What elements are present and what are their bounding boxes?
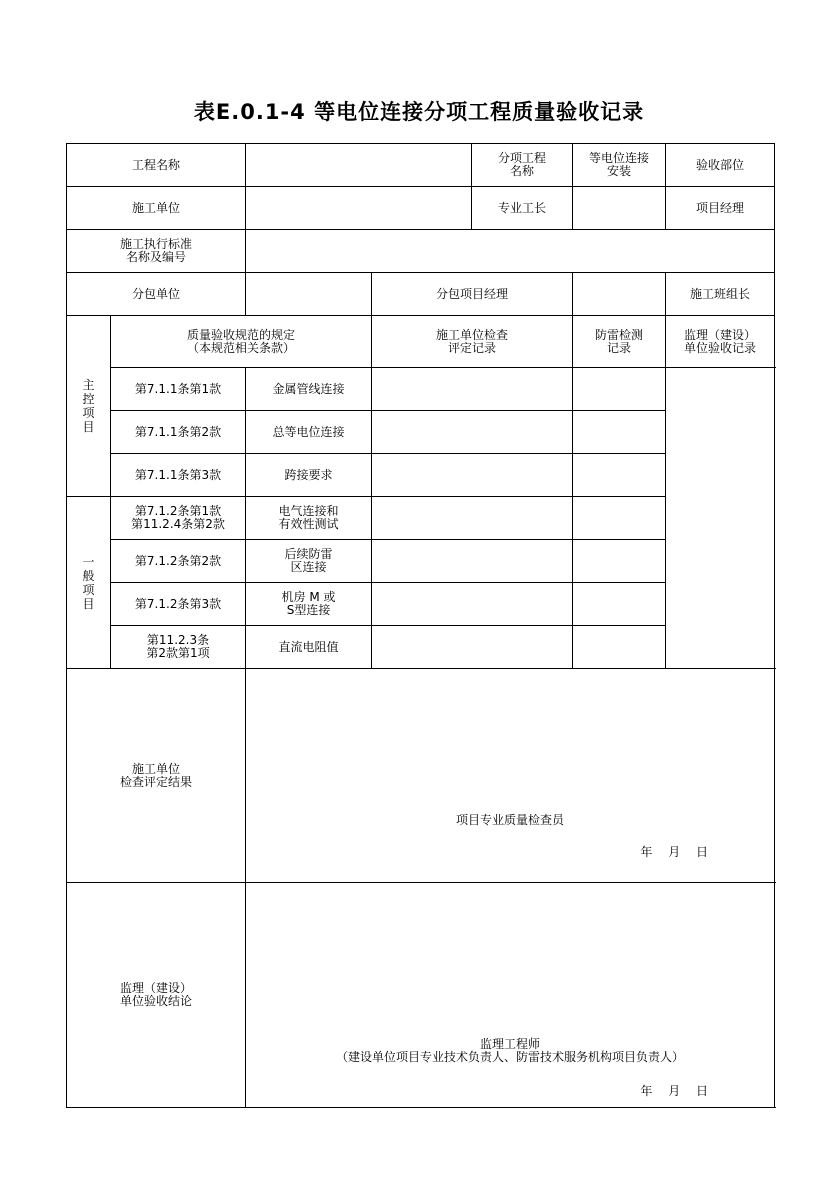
- general-item-name: 机房 M 或 S型连接: [246, 583, 372, 626]
- subcontract-manager-field[interactable]: [573, 273, 666, 316]
- foreman-label: 专业工长: [472, 187, 573, 230]
- general-item-check-field[interactable]: [372, 626, 573, 669]
- acceptance-part-label: 验收部位: [666, 144, 775, 187]
- main-item-check-field[interactable]: [372, 411, 573, 454]
- general-item-name: 后续防雷 区连接: [246, 540, 372, 583]
- general-item-name: 电气连接和 有效性测试: [246, 497, 372, 540]
- spec-column-header: 质量验收规范的规定 （本规范相关条款）: [111, 316, 372, 368]
- general-item-clause: 第7.1.2条第1款 第11.2.4条第2款: [111, 497, 246, 540]
- project-name-label: 工程名称: [67, 144, 246, 187]
- supervision-date: 年 月 日: [640, 1084, 709, 1098]
- general-item-clause: 第7.1.2条第3款: [111, 583, 246, 626]
- sub-project-name-value: 等电位连接 安装: [573, 144, 666, 187]
- general-items-group: 一般项目: [67, 497, 111, 669]
- foreman-field[interactable]: [573, 187, 666, 230]
- main-item-lightning-field[interactable]: [573, 411, 666, 454]
- main-item-name: 金属管线连接: [246, 368, 372, 411]
- lightning-column-header: 防雷检测 记录: [573, 316, 666, 368]
- general-item-lightning-field[interactable]: [573, 626, 666, 669]
- acceptance-record-form: [66, 143, 775, 1108]
- main-item-lightning-field[interactable]: [573, 368, 666, 411]
- standard-label: 施工执行标准 名称及编号: [67, 230, 246, 273]
- general-item-check-field[interactable]: [372, 540, 573, 583]
- main-item-check-field[interactable]: [372, 454, 573, 497]
- subcontract-unit-field[interactable]: [246, 273, 372, 316]
- general-item-lightning-field[interactable]: [573, 540, 666, 583]
- subcontract-unit-label: 分包单位: [67, 273, 246, 316]
- project-manager-label: 项目经理: [666, 187, 775, 230]
- construction-result-label: 施工单位 检查评定结果: [67, 669, 246, 883]
- main-item-clause: 第7.1.1条第3款: [111, 454, 246, 497]
- main-items-group: 主控项目: [67, 316, 111, 497]
- responsible-person-note: （建设单位项目专业技术负责人、防雷技术服务机构项目负责人）: [336, 1050, 685, 1064]
- standard-field[interactable]: [246, 230, 775, 273]
- subcontract-manager-label: 分包项目经理: [372, 273, 573, 316]
- page-title: 表E.0.1-4 等电位连接分项工程质量验收记录: [193, 100, 645, 124]
- construction-date: 年 月 日: [640, 845, 709, 859]
- main-item-name: 总等电位连接: [246, 411, 372, 454]
- sub-project-name-label: 分项工程 名称: [472, 144, 573, 187]
- supervision-conclusion-label: 监理（建设） 单位验收结论: [67, 883, 246, 1108]
- check-column-header: 施工单位检查 评定记录: [372, 316, 573, 368]
- general-item-lightning-field[interactable]: [573, 497, 666, 540]
- construction-result-field[interactable]: [246, 669, 775, 883]
- quality-inspector-label: 项目专业质量检查员: [456, 813, 565, 827]
- main-item-clause: 第7.1.1条第2款: [111, 411, 246, 454]
- team-leader-label: 施工班组长: [666, 273, 775, 316]
- supervision-record-field[interactable]: [666, 368, 775, 669]
- construction-unit-label: 施工单位: [67, 187, 246, 230]
- project-name-field[interactable]: [246, 144, 472, 187]
- construction-unit-field[interactable]: [246, 187, 472, 230]
- main-item-check-field[interactable]: [372, 368, 573, 411]
- general-item-check-field[interactable]: [372, 583, 573, 626]
- general-item-clause: 第11.2.3条 第2款第1项: [111, 626, 246, 669]
- general-item-clause: 第7.1.2条第2款: [111, 540, 246, 583]
- supervision-column-header: 监理（建设） 单位验收记录: [666, 316, 775, 368]
- supervision-engineer-label: 监理工程师: [480, 1037, 541, 1051]
- main-item-name: 跨接要求: [246, 454, 372, 497]
- general-item-check-field[interactable]: [372, 497, 573, 540]
- supervision-conclusion-field[interactable]: [246, 883, 775, 1108]
- general-item-lightning-field[interactable]: [573, 583, 666, 626]
- main-item-clause: 第7.1.1条第1款: [111, 368, 246, 411]
- general-item-name: 直流电阻值: [246, 626, 372, 669]
- main-item-lightning-field[interactable]: [573, 454, 666, 497]
